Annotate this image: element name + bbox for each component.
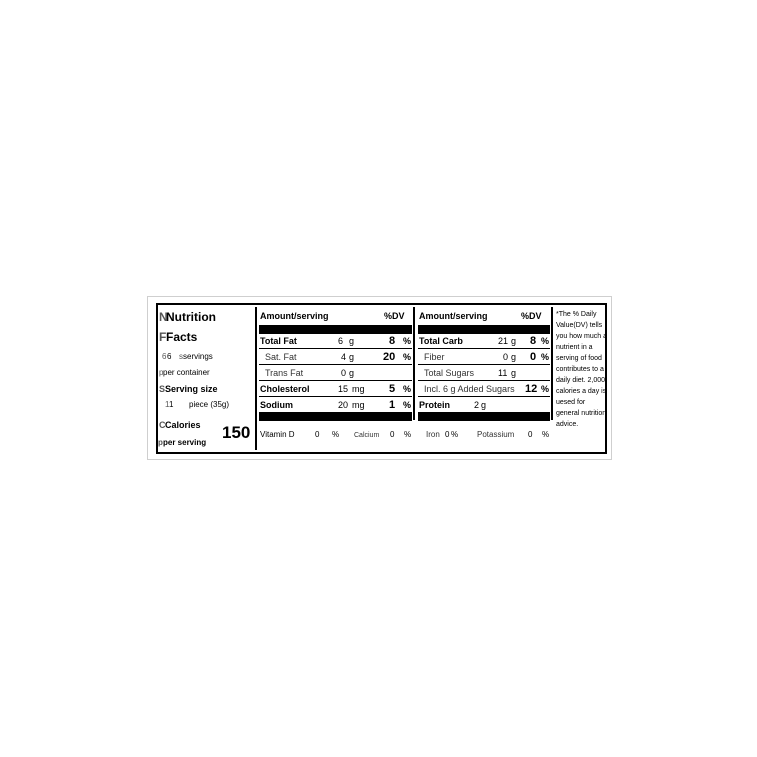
calcium-pct: % [404, 430, 412, 439]
nutrient-unit: mg [352, 384, 365, 394]
column-divider-1 [255, 307, 257, 450]
footnote-line: daily diet. 2,000 [556, 377, 606, 384]
nutrient-name: Cholesterol [260, 384, 310, 394]
calcium-value: 0 [390, 430, 395, 439]
footnote-line: advice. [556, 421, 579, 428]
servings-label: servings [183, 352, 213, 361]
nutrient-pct: % [403, 352, 412, 362]
left-footer-rule [259, 412, 412, 421]
potassium-pct: % [542, 430, 550, 439]
nutrient-unit: g [349, 336, 355, 346]
nutrient-pct: % [541, 336, 550, 346]
footnote-line: Value(DV) tells [556, 322, 603, 329]
calories-ghost: C [159, 420, 166, 430]
servings-count: 6 [167, 352, 172, 361]
nutrient-amount: 6 [338, 336, 344, 346]
nutrient-pct: % [541, 352, 550, 362]
right-header-amount: Amount/serving [419, 311, 488, 321]
footnote-line: you how much a [556, 333, 607, 340]
nutrient-name: Total Carb [419, 336, 463, 346]
nutrient-name: Protein [419, 400, 451, 410]
right-header-rule [418, 325, 550, 334]
nutrient-dv: 5 [389, 383, 396, 395]
nutrient-pct: % [403, 336, 412, 346]
row-divider [259, 396, 412, 397]
title-ghost-2: F [159, 330, 167, 344]
nutrient-amount: 0 [503, 352, 509, 362]
iron-value: 0 [445, 430, 450, 439]
vitamin-d-pct: % [332, 430, 340, 439]
calories-value: 150 [222, 423, 251, 442]
nutrient-pct: % [403, 384, 412, 394]
title-ghost-1: N [159, 310, 168, 324]
row-divider [418, 396, 550, 397]
nutrient-amount: 2 [474, 400, 480, 410]
per-container: per container [163, 368, 210, 377]
nutrient-name: Total Sugars [424, 368, 475, 378]
right-footer-rule [418, 412, 550, 421]
footnote-line: uesed for [556, 399, 586, 406]
nutrient-unit: g [511, 352, 517, 362]
potassium-value: 0 [528, 430, 533, 439]
iron-pct: % [451, 430, 459, 439]
left-header-amount: Amount/serving [260, 311, 329, 321]
nutrient-unit: g [511, 368, 517, 378]
per-container-ghost: p [159, 368, 164, 377]
row-divider [259, 380, 412, 381]
column-divider-2 [413, 307, 415, 420]
footnote-line: general nutrition [556, 410, 607, 417]
nutrient-dv: 8 [530, 335, 537, 347]
servings-label-ghost: s [179, 352, 183, 361]
footnote-line: nutrient in a [556, 344, 593, 351]
potassium-label: Potassium [477, 430, 515, 439]
nutrient-amount: 11 [498, 368, 508, 378]
vitamin-d-value: 0 [315, 430, 320, 439]
servings-count-ghost: 6 [162, 352, 167, 361]
nutrient-name: Sodium [260, 400, 293, 410]
row-divider [418, 364, 550, 365]
nutrient-dv: 1 [389, 399, 396, 411]
nutrient-unit: g [349, 352, 355, 362]
right-header-dv: %DV [521, 311, 542, 321]
nutrient-name: Trans Fat [265, 368, 304, 378]
nutrient-amount: 21 [498, 336, 509, 346]
title-line-2: Facts [166, 330, 198, 344]
serving-size-label: Serving size [165, 384, 218, 394]
serving-size-unit: piece (35g) [189, 400, 230, 409]
nutrient-unit: g [511, 336, 517, 346]
serving-size-count: 1 [169, 400, 174, 409]
nutrient-dv: 20 [383, 351, 396, 363]
nutrient-dv: 0 [530, 351, 537, 363]
column-divider-3 [551, 307, 553, 420]
serving-size-ghost: S [159, 384, 166, 394]
nutrient-amount: 20 [338, 400, 349, 410]
left-header-rule [259, 325, 412, 334]
row-divider [259, 364, 412, 365]
footnote-line: serving of food [556, 355, 602, 362]
per-serving-label: per serving [163, 438, 207, 447]
footnote-line: contributes to a [556, 366, 604, 373]
nutrient-name: Total Fat [260, 336, 297, 346]
nutrient-pct: % [541, 384, 550, 394]
footnote-line: *The % Daily [556, 311, 597, 318]
nutrient-amount: 4 [341, 352, 347, 362]
nutrient-unit: mg [352, 400, 365, 410]
row-divider [418, 380, 550, 381]
calcium-label: Calcium [354, 432, 380, 439]
nutrient-amount: 15 [338, 384, 349, 394]
nutrient-pct: % [403, 400, 412, 410]
nutrient-name: Fiber [424, 352, 445, 362]
vitamin-d-label: Vitamin D [260, 430, 295, 439]
nutrient-dv: 8 [389, 335, 396, 347]
row-divider [418, 348, 550, 349]
title-line-1: Nutrition [166, 310, 216, 324]
nutrient-unit: g [481, 400, 487, 410]
per-serving-ghost: p [158, 438, 163, 447]
nutrient-name: Sat. Fat [265, 352, 297, 362]
iron-label: Iron [426, 430, 440, 439]
calories-label: Calories [165, 420, 201, 430]
nutrient-name: Incl. 6 g Added Sugars [424, 384, 515, 394]
row-divider [259, 348, 412, 349]
nutrient-unit: g [349, 368, 355, 378]
nutrient-amount: 0 [341, 368, 347, 378]
nutrient-dv: 12 [525, 383, 538, 395]
serving-size-count-ghost: 1 [165, 400, 170, 409]
left-header-dv: %DV [384, 311, 405, 321]
footnote-line: calories a day is [556, 388, 607, 395]
